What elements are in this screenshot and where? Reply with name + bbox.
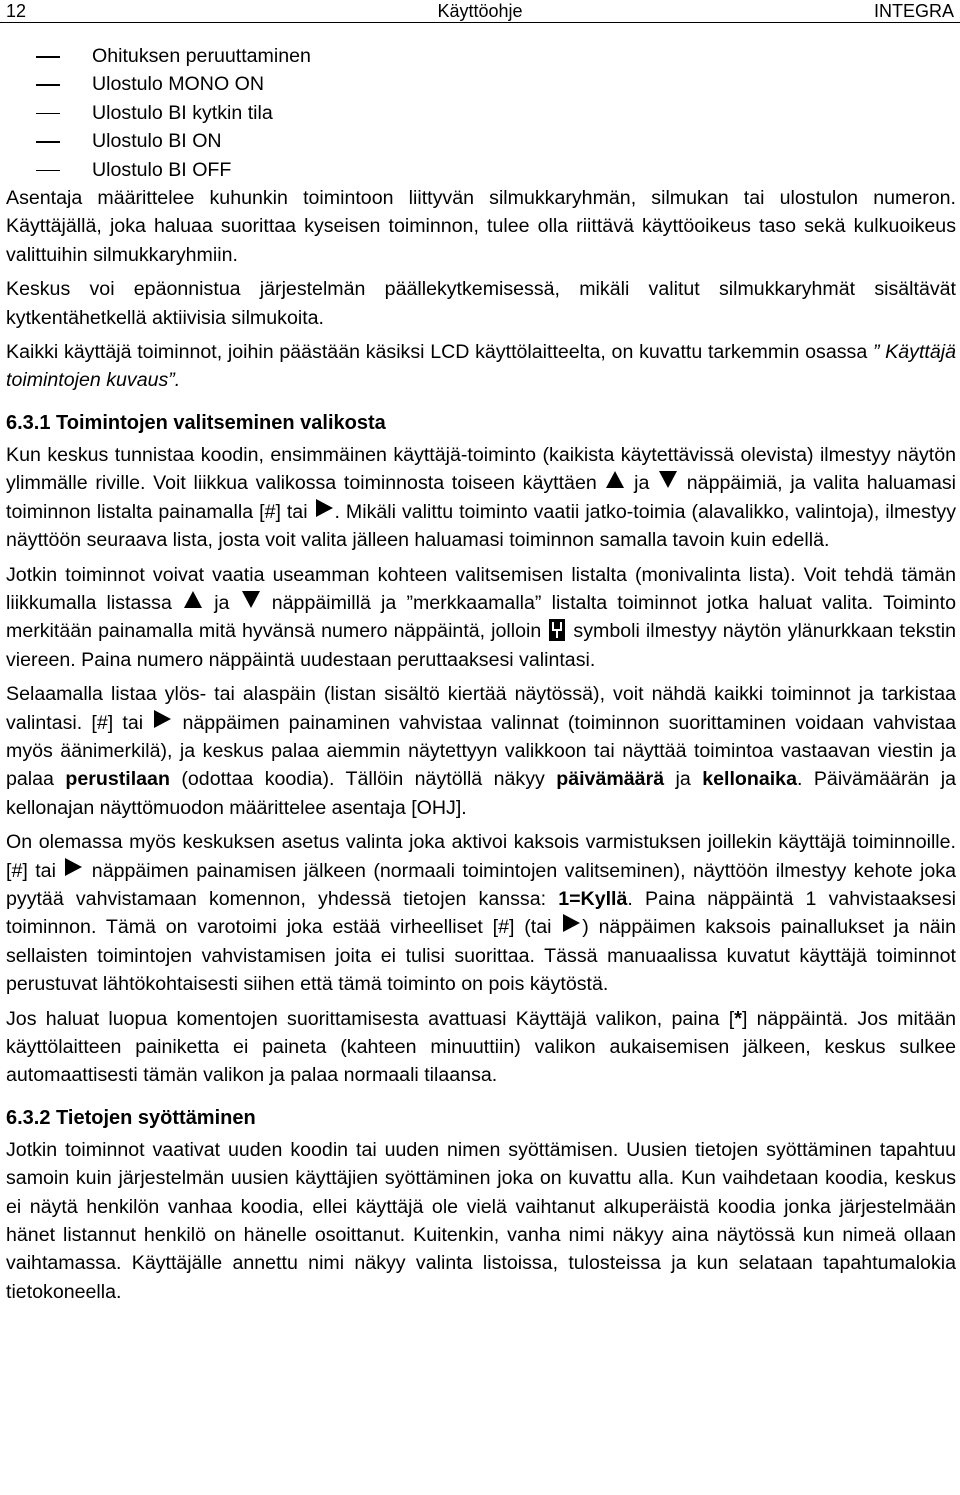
page-header (0, 0, 960, 23)
document-title: Käyttöohje (437, 1, 523, 21)
down-arrow-icon (242, 591, 260, 608)
text-run: ja (204, 591, 240, 614)
down-arrow-icon (659, 471, 677, 488)
bold-text-run: päivämäärä (556, 768, 665, 791)
list-item: Ulostulo BI OFF (6, 156, 956, 184)
section-heading: 6.3.1 Toimintojen valitseminen valikosta (6, 411, 386, 434)
list-item: Ohituksen peruuttaminen (6, 42, 956, 70)
right-arrow-icon (65, 858, 82, 876)
paragraph (6, 1005, 956, 1090)
paragraph: Jotkin toiminnot vaativat uuden koodin tai uuden nimen syöttämisen. Uusien tietojen syöttäminen tapahtuu samoin kuin järjestelmän uusien käyttäjien syöttäminen joka on kuvattu alla. Kun vaihdetaan koodia, keskus ei näytä henkilön vanhaa koodia, ellei käyttäjä ole vielä vaihtanut alkuperäistä koodia jonka järjestelmään hänet listannut henkilö on hänelle osoittanut. Kuitenkin, vanha nimi näkyy aina näytössä kun nimeä ollaan vaihtamassa. Käyttäjälle annettu nimi näkyy valinta listoissa, tulosteissa ja kun selataan tapahtumalokia tietokoneella. (6, 1138, 956, 1303)
paragraph (6, 338, 956, 395)
text-run: näppäimen painaminen vahvistaa valinnat (toiminnon suorittaminen voidaan vahvistaa myös äänimerkilä), ja keskus palaa aiemmin näytettyyn valikkoon tai näyttää toimintoa vastaavan viestin ja palaa (6, 711, 956, 791)
bold-text-run: 1=Kyllä (558, 887, 628, 910)
list-item: Ulostulo BI ON (6, 127, 956, 155)
text-run: näppäimillä ja ”merkkaamalla” listalta toiminnot jotka haluat valita. Toiminto merkitään painamalla mitä hyvänsä numero näppäintä, jolloin (6, 591, 956, 643)
list-item: Ulostulo MONO ON (6, 70, 956, 98)
italic-text-run: ” Käyttäjä toimintojen kuvaus”. (6, 341, 956, 392)
text-run: (odottaa koodia). Tällöin näytöllä näkyy (169, 768, 557, 791)
section-heading: 6.3.2 Tietojen syöttäminen (6, 1106, 256, 1129)
paragraph (6, 680, 956, 822)
up-arrow-icon (606, 471, 624, 488)
text-run: On olemassa myös keskuksen asetus valinta joka aktivoi kaksois varmistuksen joillekin käyttäjä toiminnoille. [#] tai (6, 831, 956, 882)
text-run: Jos haluat luopua komentojen suorittamisesta avattuasi Käyttäjä valikon, paina [ (6, 1007, 735, 1030)
text-run: symboli ilmestyy näytön ylänurkkaan tekstin viereen. Paina numero näppäintä uudestaan peruttaaksesi valintasi. (6, 620, 957, 671)
selection-mark-icon (549, 619, 565, 641)
text-run: ja (664, 768, 703, 791)
text-run: Kaikki käyttäjä toiminnot, joihin päästään käsiksi LCD käyttölaitteelta, on kuvattu tarkemmin osassa (6, 341, 873, 364)
paragraph (6, 828, 956, 998)
text-run: Kun keskus tunnistaa koodin, ensimmäinen käyttäjä-toiminto (kaikista käytettävissä olevista) ilmestyy näytön ylimmälle riville. Voit liikkua valikossa toiminnosta toiseen käyttäen (6, 443, 956, 495)
paragraph: Asentaja määrittelee kuhunkin toimintoon liittyvän silmukkaryhmän, silmukan tai ulostulon numeron. Käyttäjällä, joka haluaa suorittaa kyseisen toiminnon, tulee olla riittävä käyttöoikeus taso sekä kulkuoikeus valittuihin silmukkaryhmiin. (6, 187, 956, 266)
function-list (6, 42, 956, 184)
text-run: ) näppäimen kaksois painallukset ja näin sellaisten toimintojen vahvistamisen joita ei tulisi suorittaa. Tässä manuaalissa kuvatut käyttäjä toiminnot perustuvat lähtökohtaisesti siihen että tämä toiminto on pois käytöstä. (6, 916, 956, 996)
right-arrow-icon (563, 914, 580, 932)
text-run: . Mikäli valittu toiminto vaatii jatko-toimia (alavalikko, valintoja), ilmestyy näyttöön seuraava lista, josta voit valita jälleen haluamasi toiminnon samalla tavoin kuin edellä. (6, 500, 956, 552)
text-run: näppäimiä, ja valita haluamasi toiminnon listalta painamalla [#] tai (6, 472, 957, 523)
text-run: Jotkin toiminnot voivat vaatia useamman kohteen valitsemisen listalta (monivalinta lista). Voit tehdä tämän liikkumalla listassa (6, 563, 956, 614)
document-body (6, 42, 956, 1312)
right-arrow-icon (316, 499, 333, 517)
paragraph: Keskus voi epäonnistua järjestelmän päällekytkemisessä, mikäli valitut silmukkaryhmät sisältävät kytkentähetkellä aktiivisia silmukoita. (6, 278, 956, 329)
text-run: näppäimen painamisen jälkeen (normaali toimintojen valitseminen), näyttöön ilmestyy kehote joka pyytää vahvistamaan komennon, yhdessä tietojen kanssa: (6, 859, 956, 910)
text-run: ja (626, 472, 658, 495)
page-number: 12 (6, 1, 27, 21)
text-run: ] näppäintä. Jos mitään käyttölaitteen painiketta ei paineta (kahteen minuuttiin) valikon aukaisemisen jälkeen, keskus sulkee automaattisesti tämän valikon ja palaa normaali tilaansa. (6, 1007, 956, 1087)
up-arrow-icon (184, 591, 202, 608)
paragraph (6, 441, 956, 555)
star-key-icon: * (734, 1007, 742, 1030)
brand-name: INTEGRA (873, 1, 954, 21)
text-run: . Päivämäärän ja kellonajan näyttömuodon määrittelee asentaja [OHJ]. (6, 768, 956, 819)
paragraph (6, 561, 956, 675)
list-item: Ulostulo BI kytkin tila (6, 99, 956, 127)
text-run: . Paina näppäintä 1 vahvistaaksesi toiminnon. Tämä on varotoimi joka estää virheelliset [#] (tai (6, 887, 956, 939)
text-run: Selaamalla listaa ylös- tai alaspäin (listan sisältö kiertää näytössä), voit nähdä kaikki toiminnot ja tarkistaa valintasi. [#] tai (6, 683, 956, 734)
right-arrow-icon (154, 710, 171, 728)
bold-text-run: perustilaan (65, 768, 170, 791)
bold-text-run: kellonaika (702, 768, 797, 791)
